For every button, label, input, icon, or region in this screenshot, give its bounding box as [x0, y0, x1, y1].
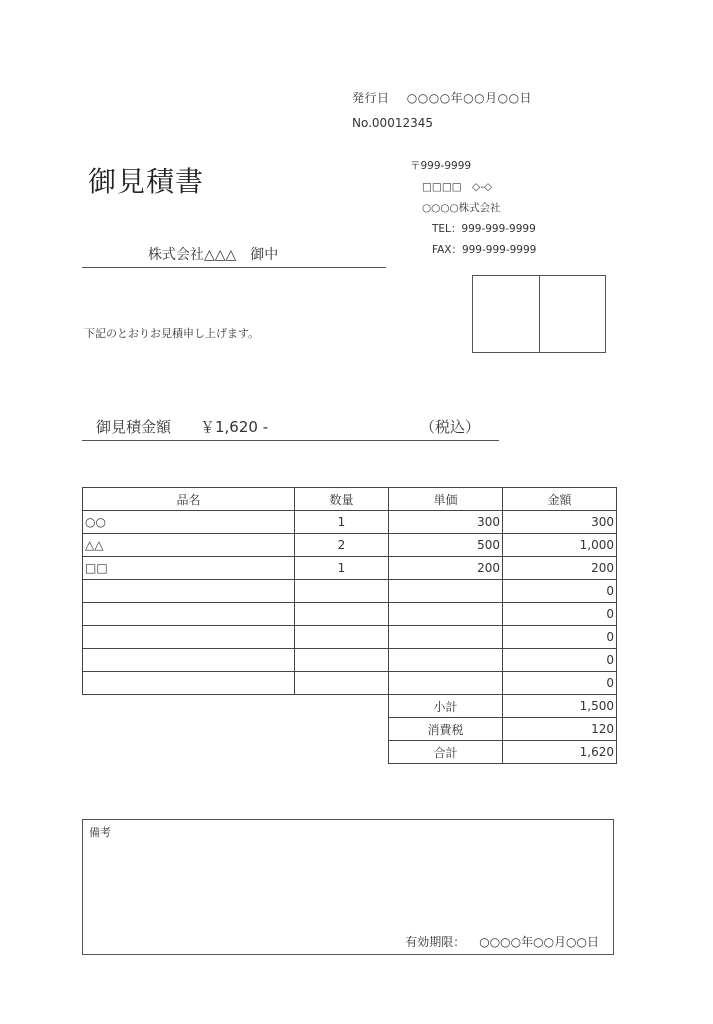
issue-date	[352, 89, 532, 106]
cell-amount: 0	[503, 603, 617, 626]
cell-amount: 1,000	[503, 534, 617, 557]
cell-amount: 300	[503, 511, 617, 534]
cell-price	[389, 626, 503, 649]
total-amount-line	[82, 414, 499, 441]
grand-total-value: 1,620	[503, 741, 617, 764]
cell-name	[83, 580, 295, 603]
cell-qty	[295, 672, 389, 695]
subtotal-label: 小計	[389, 695, 503, 718]
stamp-cell-1	[473, 276, 539, 352]
cell-qty	[295, 603, 389, 626]
summary-row-subtotal	[83, 695, 617, 718]
recipient-line	[82, 240, 386, 268]
cell-qty: 2	[295, 534, 389, 557]
issue-date-value: ○○○○年○○月○○日	[406, 91, 533, 105]
recipient-name: 株式会社△△△ 御中	[148, 247, 279, 263]
table-row	[83, 580, 617, 603]
stamp-cell-2	[539, 276, 606, 352]
cell-name: △△	[83, 534, 295, 557]
cell-amount: 0	[503, 626, 617, 649]
stamp-box	[472, 275, 606, 353]
total-amount: ￥1,620 -	[200, 418, 269, 436]
header-unit-price: 単価	[389, 488, 503, 511]
cell-name: □□	[83, 557, 295, 580]
cell-amount: 0	[503, 672, 617, 695]
cell-amount: 0	[503, 649, 617, 672]
cell-amount: 0	[503, 580, 617, 603]
cell-qty: 1	[295, 511, 389, 534]
cell-price: 200	[389, 557, 503, 580]
cell-qty	[295, 649, 389, 672]
blank-cell	[83, 718, 389, 741]
sender-tel: TEL：999-999-9999	[432, 223, 536, 235]
cell-qty	[295, 580, 389, 603]
tax-value: 120	[503, 718, 617, 741]
validity-label: 有効期限：	[405, 935, 466, 949]
table-row	[83, 649, 617, 672]
tax-label: 消費税	[389, 718, 503, 741]
sender-info	[410, 156, 536, 261]
tax-included-note: （税込）	[420, 418, 481, 436]
validity-period	[405, 933, 599, 950]
table-row	[83, 557, 617, 580]
summary-row-total	[83, 741, 617, 764]
cell-price	[389, 649, 503, 672]
table-header-row	[83, 488, 617, 511]
header-item-name: 品名	[83, 488, 295, 511]
total-label: 御見積金額	[96, 418, 172, 436]
header-amount: 金額	[503, 488, 617, 511]
table-row	[83, 511, 617, 534]
cell-price	[389, 580, 503, 603]
cell-amount: 200	[503, 557, 617, 580]
validity-value: ○○○○年○○月○○日	[479, 935, 599, 949]
intro-text: 下記のとおりお見積申し上げます。	[84, 327, 260, 340]
summary-row-tax	[83, 718, 617, 741]
cell-price: 500	[389, 534, 503, 557]
cell-name	[83, 649, 295, 672]
table-row	[83, 603, 617, 626]
notes-label: 備考	[89, 826, 111, 839]
cell-qty: 1	[295, 557, 389, 580]
cell-name	[83, 626, 295, 649]
table-row	[83, 626, 617, 649]
sender-company: ○○○○株式会社	[422, 202, 501, 214]
cell-name	[83, 672, 295, 695]
document-title: 御見積書	[88, 165, 205, 198]
cell-qty	[295, 626, 389, 649]
items-table	[82, 487, 617, 764]
notes-box	[82, 819, 614, 955]
cell-name	[83, 603, 295, 626]
cell-price: 300	[389, 511, 503, 534]
issue-date-label: 発行日	[352, 91, 390, 105]
cell-price	[389, 672, 503, 695]
blank-cell	[83, 741, 389, 764]
table-row	[83, 534, 617, 557]
table-row	[83, 672, 617, 695]
subtotal-value: 1,500	[503, 695, 617, 718]
sender-address: □□□□ ◇-◇	[422, 181, 493, 193]
document-number: No.00012345	[352, 116, 433, 130]
cell-price	[389, 603, 503, 626]
header-quantity: 数量	[295, 488, 389, 511]
grand-total-label: 合計	[389, 741, 503, 764]
sender-fax: FAX：999-999-9999	[432, 244, 537, 256]
blank-cell	[83, 695, 389, 718]
cell-name: ○○	[83, 511, 295, 534]
sender-postal-code: 〒999-9999	[410, 160, 472, 172]
